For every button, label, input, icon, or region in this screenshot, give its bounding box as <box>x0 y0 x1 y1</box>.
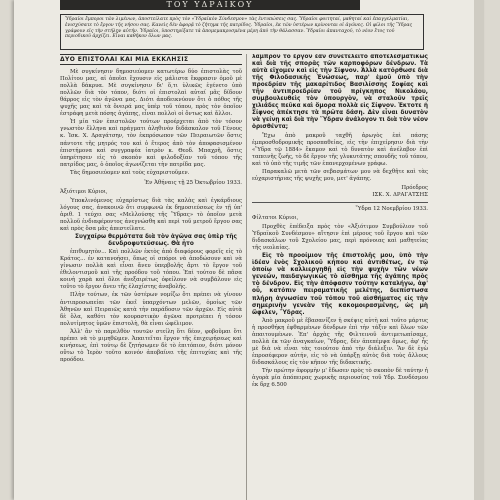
masthead-title: ΤΟΥ ΥΔΡΑΙΚΟΥ <box>166 0 254 9</box>
signature-block <box>252 185 428 199</box>
masthead <box>60 0 360 10</box>
paragraph: ἐπιθυμητὸν... Καὶ πολλῶν ἐκτὸς ἀπὸ διαφόρους φορεῖς εἰς τὸ Κράτος... ἐν κατανοήσει, ὅπως οἱ σπόροι νὰ ἀποδώσουν καὶ νὰ γίνωσιν πολλὰ καὶ εἶναι ἄνευ ὑπερβολῆς ἄρτι τὸ ἔργον τοῦ ἐθελοντισμοῦ καὶ τῆς προόδου τοῦ τόπου. Ἐπὶ τούτου δὲ πᾶσα κοινὴ χαρὰ καὶ ὅλοι ἀνεξαιρέτως ὀφείλουν νὰ συμβάλουν εἰς τοῦτο τὸ ἔργον ἄνευ τῆς ἐλαχίστης ἀναβολῆς. <box>60 249 242 291</box>
bold-paragraph: λαμπρὸν τὸ ἔργον ἐὰν συνετελεῖτο ἀποτελεσματικῶς καὶ διὰ τῆς σπορᾶς τῶν καρποφόρων δένδρων. Τὰ αὐτὰ εἴχομεν καὶ εἰς τὴν Σίφνον. Ἀλλὰ κατόρθωσε διὰ τῆς Φιλοδασικῆς Ἑνώσεως, παρ' ἐμοῦ ὑπὸ τὴν προεδρίαν τῆς μακαρίτιδος Βασιλίσσης Σοφίας καὶ τῆν ἀντιπροεδρίαν τοῦ πρίγκηπος Νικολάου, συμβουλευθεὶς τὸν ὑπουργὸν, νὰ σταλοῦν τρεῖς χιλιάδες πεῦκα καὶ ὅμορα πολλὰ εἰς Σίφνον. Ἐκτοτε ἡ Σίφνος ἀπέκτησε τὰ πρῶτα δάση. Δὲν εἶναι δυνατὸν νὰ γείνῃ καὶ διὰ τὴν Ὕδραν ἀνάλογον τι διὰ τὸν νέον ὁρισθέντα; <box>252 54 428 131</box>
paragraph: Μὲ συγκίνησιν δημοσιεύομεν κατωτέρω δύο ἐπιστολὰς τοῦ Πολίτου μας, αἱ ὁποῖαι ἔχουσιν εἰς μάλιστα ἔκφρασιν ὁμοῦ μὲ πολλὰ δάκρυα. Μὲ συγκίνησιν δι' ὅ,τι ὑλικῶς ἐγένετο ὑπὸ πολλῶν διὰ τὸν τόπον, διότι οἱ ἐπιστολαὶ αὐταί μᾶς δίδουν θάρρος εἰς τὸν ἀγῶνα μας. Διότι ἀποδεικνύουν ὅτι ὁ πόθος τῆς ψυχῆς μας καὶ τὰ ὄνειρά μας ὑπὲρ τοῦ τόπου, πρὸς τὸν ὁποῖον ἐστράφη μετὰ πόσης ἀγάπης, εἶναι πολλοὶ οἱ ὄντως καὶ ἄλλοι. <box>60 69 242 118</box>
paragraph: Προχθὲς ἐπέδειξα πρὸς τὸν «Ἀξιότιμον Συμβούλιον τοῦ Ὑδραϊκοῦ Συνδέσμου» αἴτησιν ἐπὶ μέρους τοῦ ἔργου καὶ τῶν διδασκάλων τοῦ Σχολείου μας, περὶ πρόνοιας καὶ μαθητείας τῆς νεολαίας. <box>252 224 428 252</box>
notice-box <box>60 14 424 50</box>
letter-greeting: Φίλτατοι Κύριοι, <box>252 214 299 221</box>
notice-text: Ὑδραῖοι ἔμποροι τῶν λιμένων, ἀποστείλατε πρὸς τὸν «Ὑδραϊκὸν Σύνδεσμον» τὰς ἐντυπώσεις σας. Ὑδραῖοι φοιτηταί, μαθηταί καὶ ἐπαγγελματίαι, ἐνισχύσατε τὸ ἔργον τῆς νήσου σας. Κανεὶς δὲν ἀφορᾷ τὸ ζήτημα τῆς πατρίδος. Ὑδραῖοι, ἐκ τῶν ὑστέρων κρίνονται οἱ ἀγῶνες. Οἱ φίλοι τῆς Ὕδρας γράφουν εἰς τὴν στήλην αὐτήν. Ὑδραῖοι, ὑποστηρίξατε τὰ ἀπομεμακρυσμένα μέρη ἀπὸ τὴν θάλασσαν. Ὑδραῖοι ἀπανταχοῦ, τὸ νέον ἔτος τοῦ περιοδικοῦ ἀρχίζει. Εἶναι καθῆκον ὅλων μας. <box>65 17 413 40</box>
paragraph: Παρακαλῶ μετὰ τῶν σεβασμάτων μου νὰ δεχθῆτε καὶ τὰς εὐχαριστήριας τῆς ψυχῆς μου, μετ' ἀγάπης. <box>252 168 428 182</box>
bold-paragraph: Συγχαίρω θερμότατα διὰ τὸν ἀγῶνα σας ὑπὲρ τῆς δενδροφυτεύσεως. Θὰ ἦτο <box>75 234 237 248</box>
paragraph: Τὴν πρώτην ἀφορμὴν μ' ἔδωσεν πρὸς τὸ σκοπὸν δὲ ταύτην ἡ ἀγορὰ μία ἀπόπειρας χωρικῆς περιουσίας τοῦ Υδρ. Συνδέσμου ἐκ δρχ 6.500 <box>252 367 428 389</box>
signature-name: ΙΣΚ. Χ. ΔΡΑΓΑΤΣΗΣ <box>372 191 428 198</box>
column-divider <box>246 54 247 500</box>
right-column <box>252 54 428 500</box>
page-edge <box>474 0 484 500</box>
left-column <box>60 54 242 500</box>
paragraph: Ὑποκλινόμενος εὐχαρίστως διὰ τὰς καλὰς καὶ ἐγκάρδιους λόγους σας, ἀνακοινῶ ὅτι συμφωνῶ ἐκ δημοσιεύσεως ἐν τῇ ὑπ' ἀριθ. 1 τεύχει σας «Μελλούσης τῆς Ὕδρας» τὸ ὁποῖον μετὰ πολλοῦ ἐνδιαφέροντος ἀνεγνώσθη καὶ περὶ τοῦ μετροῦ ἔργου σας καὶ πρὸς ὅσα μᾶς ἀπεστείλατε. <box>60 197 242 233</box>
section-heading: ΔΥΟ ΕΠΙΣΤΟΛΑΙ ΚΑΙ ΜΙΑ ΕΚΚΛΗΣΙΣ <box>60 54 242 65</box>
paragraph: Ἀλλ' ἂν τὸ παρελθὸν τουτῶν στείλη ὅτι δέον, φοβοῦμαι ὅτι πρέπει νὰ τὸ μιμηθῶμεν. Ἀπαιτεῖται ἔργον τῆς ἐπιχειρήσεως καὶ κινήσεως, ἐπὶ τούτῳ δὲ ζητήσωμεν δὲ τὸ ἐπιτόπιον, διότι μόνον οὕτω τὸ Ἱερὸν τοῦτο κοινόν ἀποβαίνει τῆς ἐπιτυχίας καὶ τῆς προόδου. <box>60 328 242 363</box>
paragraph: Τὰς δημοσιεύομεν καὶ τοὺς εὐχαριστοῦμεν. <box>70 169 190 176</box>
paragraph: Ἔχω ἀπὸ μακροῦ ταχθῆ ἀρωγὸς ἐπὶ πάσης ἐμπροσθοδρομικῆς προσπαθείας, εἰς τὴν ἐπιχείρησιν διὰ τὴν «Ὕδρα τῷ 1884» ἔκαμον καὶ τὸ δυνατὸν καὶ ἀνέλαβον ἐπὶ ταπεινῆς ζωῆς, τὸ δὲ ἔργον τῆς γλυκυτάτης σπουδῆς τοῦ τόπου, καὶ τὸ ὑπὸ τῆς τιμῆς τῶν ἐπανερχομένων γράφω. <box>252 132 428 167</box>
divider-line <box>252 202 428 203</box>
letter-greeting: Ἀξιότιμοι Κύριοι, <box>60 188 108 195</box>
paragraph: Πλὴν τούτων, ἐκ τῶν ὑστέρων νομίζω ὅτι πρέπει νὰ γίνουν ἀντιπροσωπείαι τῶν ἐκεῖ ὑπαρχόντων μελῶν, ὁμοίως τῶν Ἀθηνῶν καὶ Πειραιῶς κατὰ τὴν παράδοσιν τῶν ἀρχῶν. Εἰς αὐτὰ δὲ ὅλα, καθότι τὸν κουραστικὸν ἀγῶνα προτρέπει ἡ τόσον πολυτίμητος ὑμῶν ἐπιστολὴ, θὰ εἶναι ὠφέλιμον. <box>60 292 242 327</box>
bold-paragraph: Εἰς τὸ προοίμιον τῆς ἐπιστολῆς μου, ὑπὸ τὴν ἰδέαν ἑνὸς Σχολικοῦ κήπου καὶ ἀντιθέτως, ἐν τῷ ὁποίῳ νὰ καλλιεργηθῇ εἰς τὴν ψυχὴν τῶν νέων γενεῶν, παιδαγωγικῶς τὸ αἴσθημα τῆς ἀγάπης πρὸς τὸ δένδρον. Εἰς τὴν ἀπόφασιν τούτην καταλήγω, ἀφ' οὗ, κατόπιν πειραματικῆς μελέτης, διεπίστωσα πλήρη ἀγνωσίαν τοῦ τόπου τοῦ αἰσθήματος εἰς τὴν σημερινὴν γενεὰν τῆς κακομοιρασμένης, ὡς μὴ ὤφελεν, Ὕδρας. <box>252 253 428 316</box>
letter-date: Ὕδρα 12 Νοεμβρίου 1933. <box>355 205 428 212</box>
paragraph: Ἀπὸ μακροῦ μὲ ἔβασανίζεν ἡ σκέψις αὐτὴ καὶ τοῦτο μάρτυς ἡ προσθήκη ἐφθαρμένων δένδρων ἐπὶ τὴν τάξιν καὶ ὅλων τῶν ἀπαιτουμένων. Ἐπ' ἀρχὰς τῆς Φιλτεινοῦ ἀντιμετωπίσαμε, πολλὰ ἐκ τῶν ἀναγκαίων, Ὕδρας, δὲν ἀπεπέμψα ὅμως, ἀφ' ἧς μὲ διὰ νὰ εἶναι τὰς τοιούτου ἀπὸ τὴν διάλεξιν. Ἂν δὲ ἐγὼ ἐπροσέφερον αὐτήν, εἰς τὸ νὰ ὑπάρξῃ αὐτὸς διὰ τοὺς ἄλλους διδασκάλους εἰς τὸν κῆπον τῆς διδακτικῆς. <box>252 317 428 366</box>
paragraph: Ἡ μία τῶν ἐπιστολῶν τούτων προέρχεται ἀπὸ τὸν τόσον γνωστὸν ἔλληνα καὶ πράγματι ἀληθινὸν διδάσκαλον τοῦ Γένους κ. Ἰσκ. Χ. Δραγάτσην, τὸν ἐκπρόσωπον τῶν Πειραιωτῶν ὅστις πάντοτε τῆς μητρός του καὶ ὁ ἕτερος ἀπὸ τὸν ἀποφασισμένον ἐπιστήμονα καὶ συγγραφέα ἰατρὸν κ. Θεοδ. Μπαχρῆ, ὅστις ὑπηρέτησεν εἰς τὸ σκοπὸν καὶ φιλοδοξίαν τοῦ τόπου τῆς πατρίδος μας, ὁ ὁποῖος ἀγωνίζεται τὴν πατρίδα μας. <box>60 119 242 168</box>
signature-title: Πρόεδρος <box>401 184 428 191</box>
letter-date: Ἐν Ἀθήναις τῇ 25 Ὀκτωβρίου 1933. <box>144 179 242 186</box>
